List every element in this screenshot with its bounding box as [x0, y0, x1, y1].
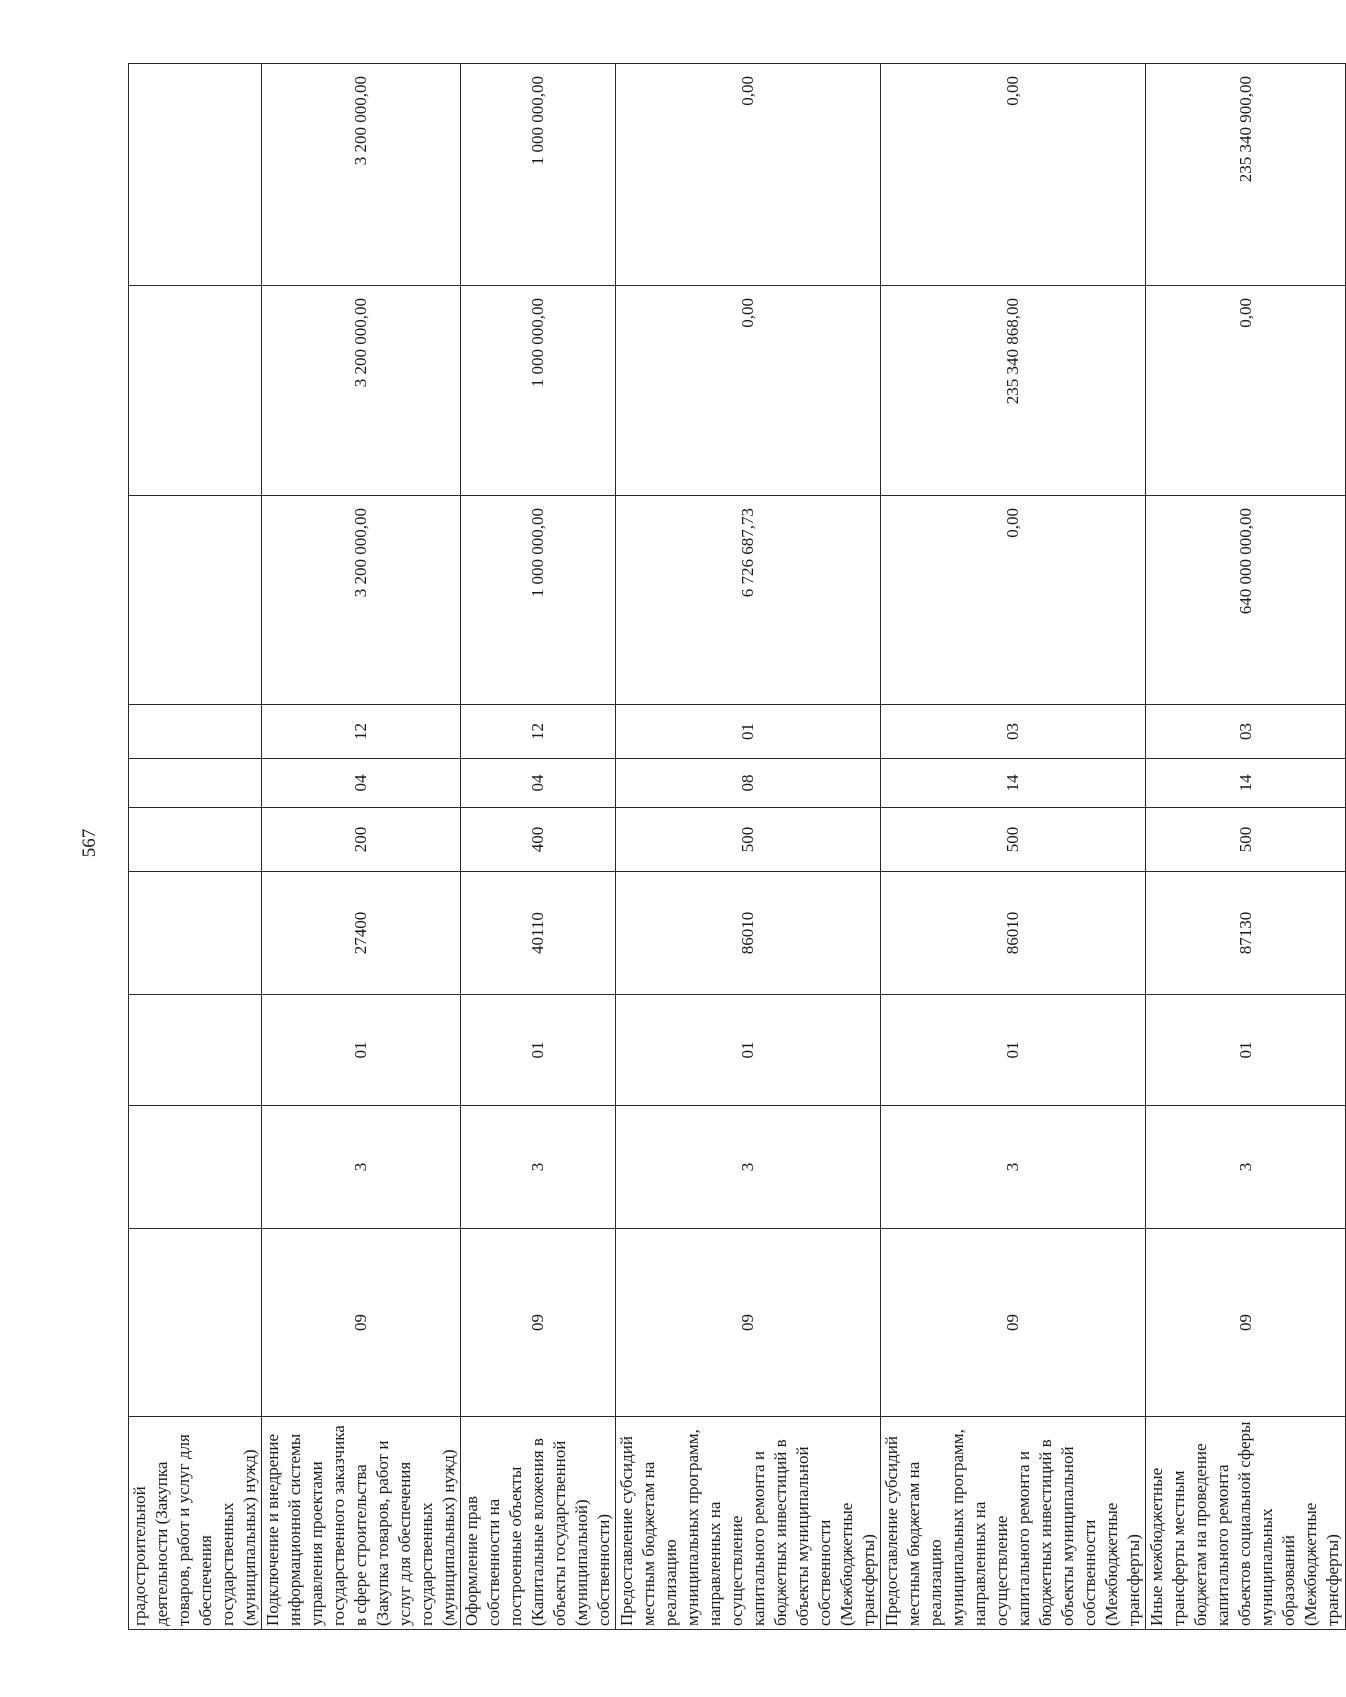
- code-cell: 04: [461, 759, 616, 808]
- code-cell: 27400: [262, 872, 461, 995]
- amount-cell: 0,00: [881, 496, 1146, 705]
- code-cell: 86010: [881, 872, 1146, 995]
- code-cell: 86010: [616, 872, 881, 995]
- code-cell: 01: [461, 995, 616, 1106]
- amount-cell: 0,00: [881, 64, 1146, 286]
- row-name: Подключение и внедрение информационной системы управления проектами государственного заказчика в сфере строительства (Закупка товаров, работ и услуг для обеспечения государственных (муниципальных) нужд): [262, 1417, 461, 1630]
- amount-cell: 3 200 000,00: [262, 496, 461, 705]
- budget-table-rotated: [128, 64, 1342, 1630]
- amount-cell: 1 000 000,00: [461, 496, 616, 705]
- amount-cell: 0,00: [616, 64, 881, 286]
- table-row: [129, 64, 262, 1630]
- amount-cell: 1 000 000,00: [461, 286, 616, 496]
- amount-cell: 3 200 000,00: [262, 286, 461, 496]
- code-cell: 03: [1146, 705, 1346, 759]
- amount-cell: 640 000 000,00: [1146, 496, 1346, 705]
- code-cell: 09: [461, 1229, 616, 1417]
- code-cell: [129, 872, 262, 995]
- code-cell: 09: [262, 1229, 461, 1417]
- code-cell: 01: [262, 995, 461, 1106]
- code-cell: 500: [881, 808, 1146, 872]
- code-cell: [129, 759, 262, 808]
- code-cell: [129, 1106, 262, 1229]
- amount-cell: 235 340 900,00: [1146, 64, 1346, 286]
- code-cell: 04: [262, 759, 461, 808]
- table-row: [461, 64, 616, 1630]
- amount-cell: 1 000 000,00: [461, 64, 616, 286]
- code-cell: 3: [1146, 1106, 1346, 1229]
- code-cell: 500: [1146, 808, 1346, 872]
- code-cell: 09: [1146, 1229, 1346, 1417]
- code-cell: 400: [461, 808, 616, 872]
- row-name: Иные межбюджетные трансферты местным бюджетам на проведение капитального ремонта объектов социальной сферы муниципальных образований (Межбюджетные трансферты): [1146, 1417, 1346, 1630]
- row-name: Предоставление субсидий местным бюджетам на реализацию муниципальных программ, направленных на осуществление капитального ремонта и бюджетных инвестиций в объекты муниципальной собственности (Межбюджетные трансферты): [616, 1417, 881, 1630]
- table-row: [616, 64, 881, 1630]
- amount-cell: 0,00: [1146, 286, 1346, 496]
- amount-cell: 235 340 868,00: [881, 286, 1146, 496]
- table-row: [1146, 64, 1346, 1630]
- amount-cell: [129, 64, 262, 286]
- row-name: Оформление прав собственности на построенные объекты (Капитальные вложения в объекты государственной (муниципальной) собственности): [461, 1417, 616, 1630]
- amount-cell: 6 726 687,73: [616, 496, 881, 705]
- code-cell: 01: [881, 995, 1146, 1106]
- code-cell: 3: [262, 1106, 461, 1229]
- row-name: градостроительной деятельности (Закупка товаров, работ и услуг для обеспечения государственных (муниципальных) нужд): [129, 1417, 262, 1630]
- code-cell: 200: [262, 808, 461, 872]
- code-cell: 3: [616, 1106, 881, 1229]
- code-cell: 01: [1146, 995, 1346, 1106]
- row-name: Предоставление субсидий местным бюджетам на реализацию муниципальных программ, направленных на осуществление капитального ремонта и бюджетных инвестиций в объекты муниципальной собственности (Межбюджетные трансферты): [881, 1417, 1146, 1630]
- amount-cell: [129, 496, 262, 705]
- code-cell: 40110: [461, 872, 616, 995]
- amount-cell: 3 200 000,00: [262, 64, 461, 286]
- page-number: 567: [79, 828, 100, 858]
- code-cell: [129, 705, 262, 759]
- table-row: [881, 64, 1146, 1630]
- code-cell: [129, 1229, 262, 1417]
- amount-cell: 0,00: [616, 286, 881, 496]
- code-cell: 03: [881, 705, 1146, 759]
- code-cell: 12: [461, 705, 616, 759]
- code-cell: 09: [616, 1229, 881, 1417]
- code-cell: 12: [262, 705, 461, 759]
- code-cell: 09: [881, 1229, 1146, 1417]
- budget-table: [128, 63, 1346, 1630]
- code-cell: 3: [461, 1106, 616, 1229]
- code-cell: 3: [881, 1106, 1146, 1229]
- code-cell: [129, 995, 262, 1106]
- code-cell: 08: [616, 759, 881, 808]
- code-cell: [129, 808, 262, 872]
- amount-cell: [129, 286, 262, 496]
- code-cell: 01: [616, 995, 881, 1106]
- code-cell: 87130: [1146, 872, 1346, 995]
- code-cell: 500: [616, 808, 881, 872]
- table-row: [262, 64, 461, 1630]
- code-cell: 14: [881, 759, 1146, 808]
- code-cell: 14: [1146, 759, 1346, 808]
- code-cell: 01: [616, 705, 881, 759]
